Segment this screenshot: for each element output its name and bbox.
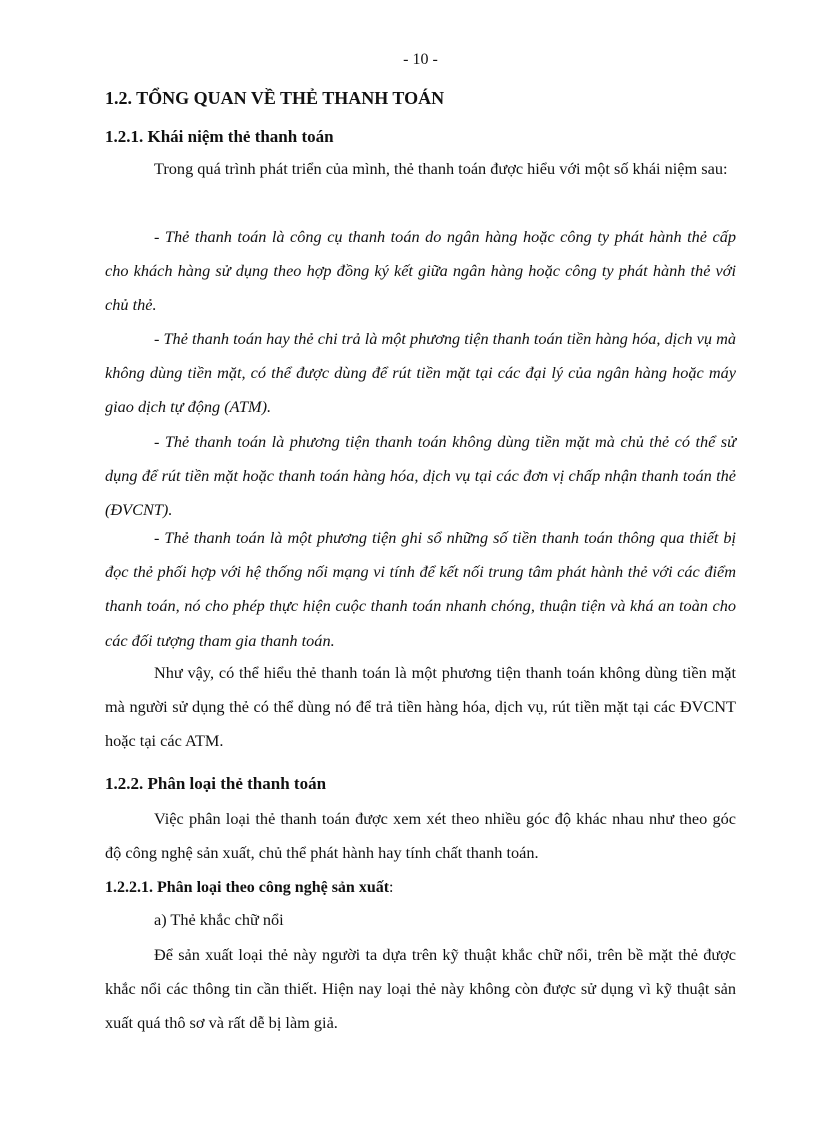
definition-paragraph: - Thẻ thanh toán là một phương tiện ghi sổ những số tiền thanh toán thông qua thiết bị đọc thẻ phối hợp với hệ thống nối mạng vi tính để kết nối trung tâm phát hành thẻ với các điểm thanh toán, nó cho phép thực hiện cuộc thanh toán nhanh chóng, thuận tiện và khá an toàn cho các đối tượng tham gia thanh toán. (105, 528, 736, 650)
subsection-2-intro: Việc phân loại thẻ thanh toán được xem xét theo nhiều góc độ khác nhau như theo góc độ công nghệ sản xuất, chủ thể phát hành hay tính chất thanh toán. (105, 809, 736, 863)
subsubsection-heading-label: 1.2.2.1. Phân loại theo công nghệ sản xuất (105, 879, 390, 896)
item-a-label: a) Thẻ khắc chữ nổi (154, 910, 284, 929)
definition-paragraph: - Thẻ thanh toán là phương tiện thanh toán không dùng tiền mặt mà chủ thẻ có thể sử dụng để rút tiền mặt hoặc thanh toán hàng hóa, dịch vụ tại các đơn vị chấp nhận thanh toán thẻ (ĐVCNT). (105, 432, 736, 520)
section-title: 1.2. TỔNG QUAN VỀ THẺ THANH TOÁN (105, 88, 445, 108)
definition-paragraph: - Thẻ thanh toán hay thẻ chi trả là một phương tiện thanh toán tiền hàng hóa, dịch vụ mà không dùng tiền mặt, có thể được dùng để rút tiền mặt tại các đại lý của ngân hàng hoặc máy giao dịch tự động (ATM). (105, 329, 736, 417)
item-a-paragraph: Để sản xuất loại thẻ này người ta dựa trên kỹ thuật khắc chữ nổi, trên bề mặt thẻ được khắc nổi các thông tin cần thiết. Hiện nay loại thẻ này không còn được sử dụng vì kỹ thuật sản xuất quá thô sơ và rất dễ bị làm giả. (105, 945, 736, 1033)
subsubsection-heading (105, 876, 394, 900)
subsection-1-intro: Trong quá trình phát triển của mình, thẻ thanh toán được hiểu với một số khái niệm sau: (154, 159, 728, 178)
subsection-1-conclusion: Như vậy, có thể hiểu thẻ thanh toán là một phương tiện thanh toán không dùng tiền mặt mà người sử dụng thẻ có thể dùng nó để trả tiền hàng hóa, dịch vụ, rút tiền mặt tại các ĐVCNT hoặc tại các ATM. (105, 663, 736, 751)
definition-paragraph: - Thẻ thanh toán là công cụ thanh toán do ngân hàng hoặc công ty phát hành thẻ cấp cho khách hàng sử dụng theo hợp đồng ký kết giữa ngân hàng hoặc công ty phát hành thẻ với chủ thẻ. (105, 227, 736, 315)
subsubsection-heading-suffix: : (389, 879, 394, 896)
subsection-1-title: 1.2.1. Khái niệm thẻ thanh toán (105, 127, 334, 146)
page-number: - 10 - (403, 51, 438, 68)
subsection-2-title: 1.2.2. Phân loại thẻ thanh toán (105, 774, 327, 793)
